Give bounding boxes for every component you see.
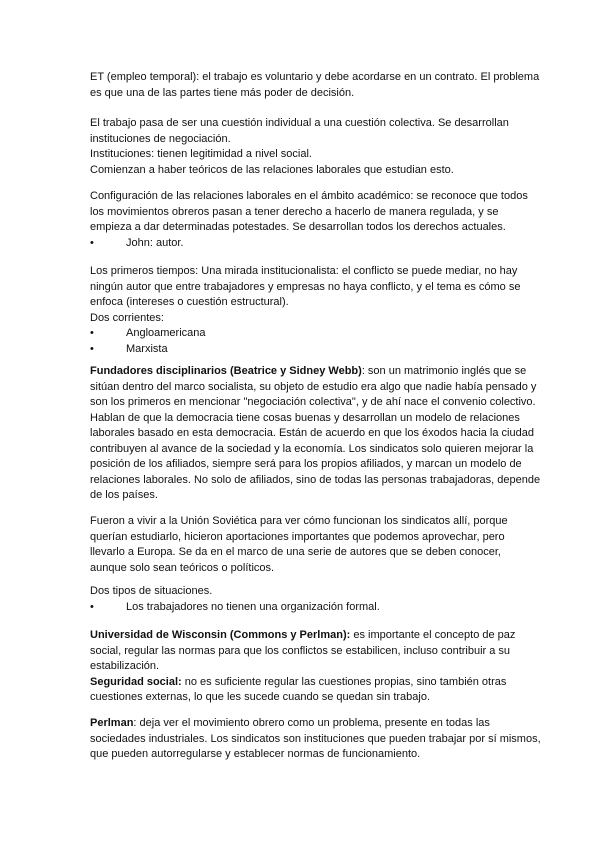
paragraph-situaciones: [90, 584, 550, 615]
text-line: Dos corrientes:: [90, 311, 164, 324]
text-line: relaciones laborales. No solo de afiliados, sino de todas las personas trabajadoras, depende: [90, 473, 541, 486]
list-item-text: Angloamericana: [126, 327, 206, 339]
text-line: posición de los afiliados, siempre será para los propios afiliados, y marcan un modelo de: [90, 458, 522, 470]
paragraph-et: [90, 70, 550, 101]
list-item-text: John: autor.: [126, 236, 184, 249]
list-item: [90, 600, 550, 616]
text-line: enfoca (intereses o cuestión estructural).: [90, 296, 289, 308]
section-heading: Fundadores disciplinarios (Beatrice y Sidney Webb): [90, 365, 362, 377]
text-line: son los primeros en mencionar "negociación colectiva", y de ahí nace el convenio colectivo.: [90, 396, 536, 408]
text-line: contribuyen al avance de la sociedad y la economía. Los sindicatos solo quieren mejorar la: [90, 442, 534, 455]
text-line: querían estudiarlo, hicieron aportaciones importantes que podemos aprovechar, pero: [90, 530, 505, 543]
text-line: [90, 364, 550, 380]
text-line-rest: : deja ver el movimiento obrero como un problema, presente en todas las: [133, 717, 490, 729]
list-item: [90, 342, 550, 358]
text-line: sociedades industriales. Los sindicatos son instituciones que pueden trabajar por sí mismos,: [90, 732, 541, 745]
list-item-text: Marxista: [126, 342, 168, 355]
text-line: [90, 675, 550, 691]
section-heading: Universidad de Wisconsin (Commons y Perlman):: [90, 629, 351, 641]
text-line: de los países.: [90, 489, 158, 501]
text-line: Fueron a vivir a la Unión Soviética para ver cómo funcionan los sindicatos allí, porque: [90, 515, 508, 527]
list-item-text: Los trabajadores no tienen una organización formal.: [126, 600, 380, 613]
list-item: [90, 236, 550, 252]
bullet-icon: •: [90, 342, 94, 355]
list-item: [90, 326, 550, 342]
paragraph-wisconsin: [90, 628, 550, 706]
text-line: El trabajo pasa de ser una cuestión individual a una cuestión colectiva. Se desarrollan: [90, 117, 509, 129]
text-line: aunque solo sean teóricos o políticos.: [90, 561, 275, 574]
text-line-rest: : son un matrimonio inglés que se: [361, 365, 527, 377]
text-line: Dos tipos de situaciones.: [90, 585, 213, 597]
text-line: Comienzan a haber teóricos de las relaciones laborales que estudian esto.: [90, 163, 454, 176]
text-line: [90, 716, 550, 732]
paragraph-union-sovietica: [90, 514, 550, 576]
bullet-icon: •: [90, 327, 94, 339]
paragraph-colectiva: [90, 116, 550, 178]
text-line: es que una de las partes tiene más poder de decisión.: [90, 86, 355, 99]
paragraph-primeros-tiempos: [90, 264, 550, 357]
text-line: Configuración de las relaciones laborales en el ámbito académico: se reconoce que todos: [90, 190, 528, 202]
text-line: estabilización.: [90, 660, 160, 672]
text-line: llevarlo a Europa. Se da en el marco de una serie de autores que se deben conocer,: [90, 546, 501, 558]
text-line: Los primeros tiempos: Una mirada institucionalista: el conflicto se puede mediar, no hay: [90, 265, 518, 277]
text-line: ningún autor que entre trabajadores y empresas no haya conflicto, y el tema es cómo se: [90, 280, 521, 293]
text-line: Hablan de que la democracia tiene cosas buenas y desarrollan un modelo de relaciones: [90, 411, 520, 424]
paragraph-webb: [90, 364, 550, 504]
text-line: empieza a dar determinadas potestades. Se desarrollan todos los derechos actuales.: [90, 221, 506, 233]
text-line: [90, 628, 550, 644]
text-line-rest: no es suficiente regular las cuestiones propias, sino también otras: [181, 675, 507, 688]
paragraph-configuracion: [90, 189, 550, 251]
text-line: que pueden autorregularse y establecer normas de funcionamiento.: [90, 748, 421, 760]
text-line: laborales basado en esta democracia. Están de acuerdo en que los éxodos hacia la ciudad: [90, 427, 534, 439]
bullet-icon: •: [90, 600, 94, 613]
text-line: Instituciones: tienen legitimidad a nivel social.: [90, 148, 312, 160]
text-line: sitúan dentro del marco socialista, su objeto de estudio era algo que nadie había pensado y: [90, 380, 537, 393]
text-line: instituciones de negociación.: [90, 132, 231, 145]
text-line-rest: es importante el concepto de paz: [350, 629, 516, 641]
bullet-icon: •: [90, 236, 94, 249]
text-line: ET (empleo temporal): el trabajo es voluntario y debe acordarse en un contrato. El problema: [90, 71, 540, 83]
text-line: los movimientos obreros pasan a tener derecho a hacerlo de manera regulada, y se: [90, 205, 499, 218]
paragraph-perlman: [90, 716, 550, 763]
section-heading: Seguridad social:: [90, 675, 182, 688]
text-line: social, regular las normas para que los conflictos se estabilicen, incluso contribuir a su: [90, 644, 511, 657]
text-line: cuestiones externas, lo que les sucede cuando se quedan sin trabajo.: [90, 691, 431, 703]
section-heading: Perlman: [90, 717, 134, 729]
